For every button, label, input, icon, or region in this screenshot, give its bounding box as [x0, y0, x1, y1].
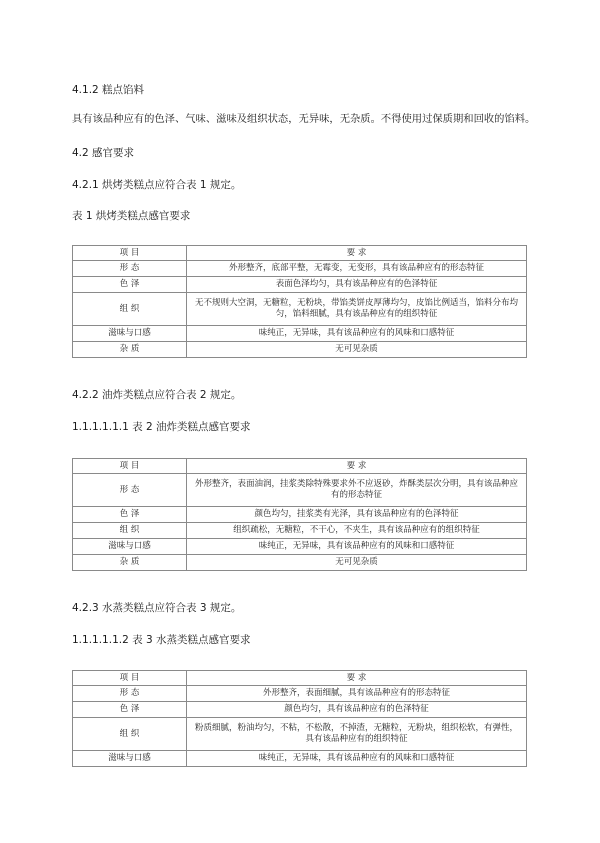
- row-item: 杂 质: [73, 342, 187, 358]
- table-row: [73, 539, 527, 555]
- section-heading-4-2-1: 4.2.1 烘烤类糕点应符合表 1 规定。: [72, 179, 242, 191]
- row-item: 滋味与口感: [73, 539, 187, 555]
- row-requirement: 味纯正，无异味，具有该品种应有的风味和口感特征: [187, 751, 527, 767]
- table-row: [73, 474, 527, 507]
- section-body-4-1-2: 具有该品种应有的色泽、气味、滋味及组织状态，无异味，无杂质。不得使用过保质期和回收的馅料。: [72, 113, 536, 125]
- table-row: [73, 507, 527, 523]
- table-row: [73, 261, 527, 277]
- table-row: [73, 277, 527, 293]
- table2: [72, 458, 527, 571]
- row-item: 滋味与口感: [73, 326, 187, 342]
- table3-caption: 1.1.1.1.1.2 表 3 水蒸类糕点感官要求: [72, 634, 251, 646]
- header-requirement: 要 求: [187, 671, 527, 686]
- row-requirement: 表面色泽均匀，具有该品种应有的色泽特征: [187, 277, 527, 293]
- table-row: [73, 686, 527, 702]
- table-row: [73, 751, 527, 767]
- row-item: 色 泽: [73, 277, 187, 293]
- row-requirement: 外形整齐，底部平整，无霉变，无变形，具有该品种应有的形态特征: [187, 261, 527, 277]
- section-heading-4-1-2: 4.1.2 糕点馅料: [72, 84, 145, 96]
- table-header-row: [73, 671, 527, 686]
- row-item: 杂 质: [73, 555, 187, 571]
- header-item: 项 目: [73, 246, 187, 261]
- row-item: 形 态: [73, 261, 187, 277]
- row-requirement: 粉质细腻，粉油均匀，不粘，不松散，不掉渣，无糖粒，无粉块，组织松软，有弹性，具有该品种应有的组织特征: [187, 718, 527, 751]
- row-item: 组 织: [73, 293, 187, 326]
- table3: [72, 670, 527, 767]
- row-item: 组 织: [73, 718, 187, 751]
- table-header-row: [73, 246, 527, 261]
- row-requirement: 无可见杂质: [187, 342, 527, 358]
- header-requirement: 要 求: [187, 246, 527, 261]
- row-item: 组 织: [73, 523, 187, 539]
- header-item: 项 目: [73, 671, 187, 686]
- table1-caption: 表 1 烘烤类糕点感官要求: [72, 210, 191, 222]
- row-item: 形 态: [73, 686, 187, 702]
- section-heading-4-2: 4.2 感官要求: [72, 147, 135, 159]
- row-requirement: 无不规则大空洞，无糖粒，无粉块，带馅类饼皮厚薄均匀，皮馅比例适当，馅料分布均匀，馅料细腻，具有该品种应有的组织特征: [187, 293, 527, 326]
- row-requirement: 组织疏松，无糖粒，不干心，不夹生，具有该品种应有的组织特征: [187, 523, 527, 539]
- header-requirement: 要 求: [187, 459, 527, 474]
- row-requirement: 味纯正，无异味，具有该品种应有的风味和口感特征: [187, 539, 527, 555]
- table-row: [73, 702, 527, 718]
- row-requirement: 颜色均匀，具有该品种应有的色泽特征: [187, 702, 527, 718]
- table1: [72, 245, 527, 358]
- row-item: 滋味与口感: [73, 751, 187, 767]
- row-item: 色 泽: [73, 702, 187, 718]
- header-item: 项 目: [73, 459, 187, 474]
- row-requirement: 外形整齐，表面油润，挂浆类除特殊要求外不应返砂，炸酥类层次分明，具有该品种应有的形态特征: [187, 474, 527, 507]
- table-row: [73, 326, 527, 342]
- table-row: [73, 293, 527, 326]
- section-heading-4-2-2: 4.2.2 油炸类糕点应符合表 2 规定。: [72, 389, 242, 401]
- row-item: 色 泽: [73, 507, 187, 523]
- row-requirement: 外形整齐，表面细腻，具有该品种应有的形态特征: [187, 686, 527, 702]
- row-item: 形 态: [73, 474, 187, 507]
- row-requirement: 无可见杂质: [187, 555, 527, 571]
- table-header-row: [73, 459, 527, 474]
- table-row: [73, 555, 527, 571]
- table-row: [73, 523, 527, 539]
- section-heading-4-2-3: 4.2.3 水蒸类糕点应符合表 3 规定。: [72, 602, 242, 614]
- table-row: [73, 342, 527, 358]
- row-requirement: 颜色均匀，挂浆类有光泽，具有该品种应有的色泽特征: [187, 507, 527, 523]
- row-requirement: 味纯正，无异味，具有该品种应有的风味和口感特征: [187, 326, 527, 342]
- table2-caption: 1.1.1.1.1.1 表 2 油炸类糕点感官要求: [72, 421, 251, 433]
- table-row: [73, 718, 527, 751]
